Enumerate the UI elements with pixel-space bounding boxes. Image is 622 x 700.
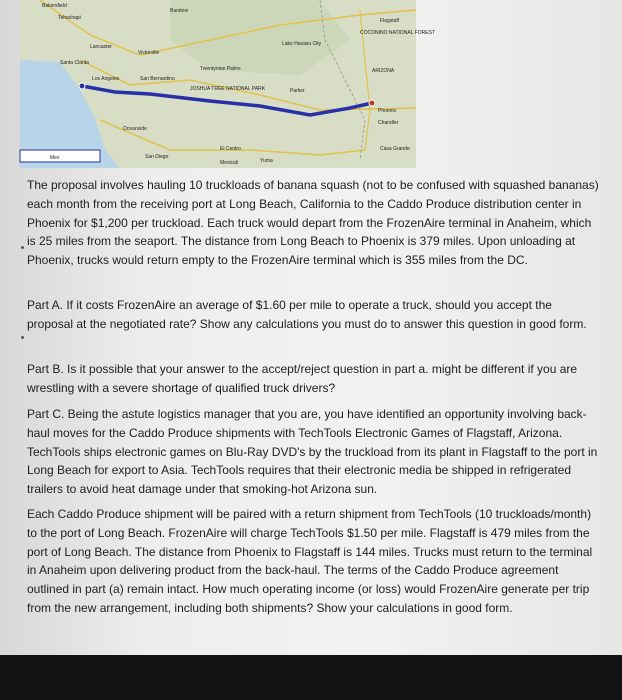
part-c-text: Part C. Being the astute logistics manager that you are, you have identified an opportunity involving back-haul moves for the Caddo Produce shipments with TechTools Electronic Games of Flagstaff, Arizona. TechTools ships electronic games on Blu-Ray DVD's by the truckload from its plant in Flagstaff to the port in Long Beach for export to Asia. TechTools requires that their electronic media be shipped in refrigerated trailers to avoid heat damage under that smoking-hot Arizona sun. bbox=[27, 407, 598, 497]
backhaul-paragraph bbox=[27, 505, 599, 618]
label-joshua-tree: JOSHUA TREE NATIONAL PARK bbox=[190, 86, 266, 92]
label-yuma: Yuma bbox=[260, 158, 273, 164]
label-arizona: ARIZONA bbox=[372, 68, 395, 74]
dark-bottom-band bbox=[0, 655, 622, 700]
label-chandler: Chandler bbox=[378, 120, 399, 126]
label-parker: Parker bbox=[290, 88, 305, 94]
margin-dot bbox=[21, 336, 24, 339]
label-tehachapi: Tehachapi bbox=[58, 15, 81, 21]
route-map bbox=[20, 0, 436, 168]
label-san-bernardino: San Bernardino bbox=[140, 76, 175, 82]
label-coconino: COCONINO NATIONAL FOREST bbox=[360, 30, 436, 36]
part-b-text: Part B. Is it possible that your answer to the accept/reject question in part a. might be different if you are wrestling with a severe shortage of qualified truck drivers? bbox=[27, 362, 578, 395]
route-destination-marker bbox=[369, 100, 375, 106]
label-oceanside: Oceanside bbox=[123, 126, 147, 132]
part-c-paragraph bbox=[27, 405, 599, 499]
intro-text: The proposal involves hauling 10 truckloads of banana squash (not to be confused with squashed bananas) each month from the receiving port at Long Beach, California to the Caddo Produce distribution center in Phoenix for $1,200 per truckload. Each truck would depart from the FrozenAire terminal in Anaheim, which is 25 miles from the seaport. The distance from Long Beach to Phoenix is 379 miles. Upon unloading at Phoenix, trucks would return empty to the FrozenAire terminal which is 355 miles from the DC. bbox=[27, 178, 599, 268]
label-phoenix: Phoenix bbox=[378, 108, 397, 114]
label-mexicali: Mexicali bbox=[220, 160, 239, 166]
label-mexico: Mex bbox=[50, 155, 60, 161]
part-a-paragraph bbox=[27, 296, 599, 334]
margin-dot bbox=[21, 246, 24, 249]
label-lake-havasu: Lake Havasu City bbox=[282, 41, 322, 47]
label-twentynine-palms: Twentynine Palms bbox=[200, 66, 241, 72]
label-bakersfield: Bakersfield bbox=[42, 3, 67, 9]
route-origin-marker bbox=[79, 83, 85, 89]
label-santa-clarita: Santa Clarita bbox=[60, 60, 89, 66]
label-los-angeles: Los Angeles bbox=[92, 76, 120, 82]
map-scale-box bbox=[20, 150, 100, 162]
label-el-centro: El Centro bbox=[220, 146, 241, 152]
label-lancaster: Lancaster bbox=[90, 44, 112, 50]
backhaul-text: Each Caddo Produce shipment will be paired with a return shipment from TechTools (10 truckloads/month) to the port of Long Beach. FrozenAire will charge TechTools $1.50 per mile. Flagstaff is 479 miles from the port of Long Beach. The distance from Phoenix to Flagstaff is 144 miles. Trucks must return to the terminal in Anaheim upon delivering product from the back-haul. The terms of the Caddo Produce agreement outlined in part (a) remain intact. How much operating income (or loss) would FrozenAire generate per trip from the new arrangement, including both shipments? Show your calculations in good form. bbox=[27, 507, 593, 615]
label-barstow: Barstow bbox=[170, 8, 189, 14]
label-flagstaff: Flagstaff bbox=[380, 18, 400, 24]
label-san-diego: San Diego bbox=[145, 154, 169, 160]
part-a-text: Part A. If it costs FrozenAire an average of $1.60 per mile to operate a truck, should you accept the proposal at the negotiated rate? Show any calculations you must do to answer this question in good form. bbox=[27, 298, 587, 331]
label-casa-grande: Casa Grande bbox=[380, 146, 410, 152]
part-b-paragraph bbox=[27, 360, 599, 398]
intro-paragraph bbox=[27, 176, 599, 270]
label-victorville: Victorville bbox=[138, 50, 160, 56]
